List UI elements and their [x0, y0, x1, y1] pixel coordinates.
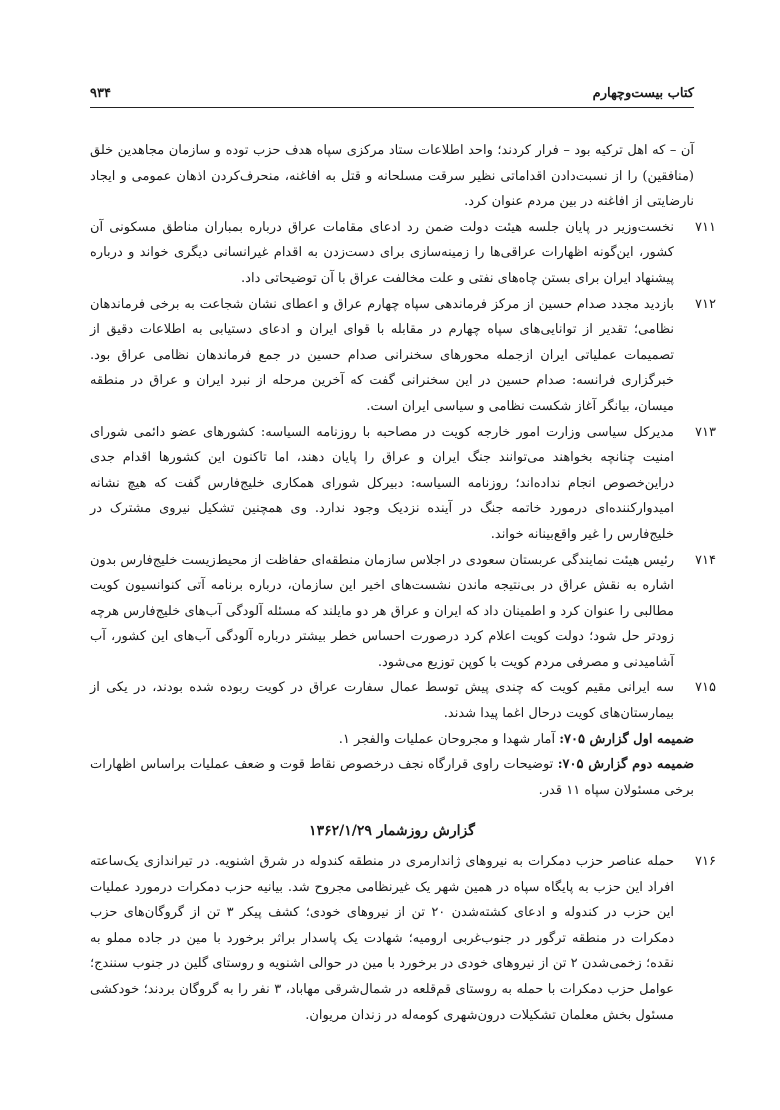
entry-number: ۷۱۶ — [695, 854, 716, 870]
entry-text: رئیس هیئت نمایندگی عربستان سعودی در اجلاس سازمان منطقه‌ای حفاظت از محیط‌زیست خلیج‌فارس بدون اشاره به نقش عراق در بی‌نتیجه ماندن نشست‌های اخیر این سازمان، درباره برنامه آتی کنوانسیون کویت مطالبی را عنوان کرد و اطمینان داد که ایران و عراق هر دو مایلند که مسئله آلودگی آب‌های خلیج‌فارس هرچه زودتر حل شود؛ دولت کویت اعلام کرد درصورت احساس خطر بیشتر درباره آلودگی آب‌های این کشور، آب آشامیدنی و مصرفی مردم کویت با کوپن توزیع می‌شود. — [89, 552, 674, 670]
entry-text: مدیرکل سیاسی وزارت امور خارجه کویت در مصاحبه با روزنامه السیاسه: کشورهای عضو دائمی شورای امنیت چنانچه بخواهند می‌توانند جنگ ایران و عراق را پایان دهند، اما تاکنون این کشورها اقدام جدی دراین‌خصوص انجام نداده‌اند؛ روزنامه السیاسه: دبیرکل شورای همکاری خلیج‌فارس گفت که هیچ نشانه امیدوارکننده‌ای درمورد خاتمه جنگ در آینده نزدیک وجود ندارد. وی همچنین تشکیل نیروی مشترک در خلیج‌فارس را غیر واقع‌بینانه خواند. — [90, 424, 674, 542]
report-entry-712 — [90, 292, 716, 420]
entry-number: ۷۱۱ — [695, 219, 716, 235]
entry-number: ۷۱۵ — [695, 680, 716, 696]
entry-text: حمله عناصر حزب دمکرات به نیروهای ژاندارمری در منطقه کندوله در شرق اشنویه. در تیراندازی یک‌ساعته افراد این حزب به پایگاه سپاه در همین شهر یک غیرنظامی مجروح شد. بیانیه حزب دمکرات درمورد عملیات این حزب در کندوله و ادعای کشته‌شدن ۲۰ تن از نیروهای خودی؛ کشف پیکر ۳ تن از گروگان‌های حزب دمکرات در منطقه ترگور در جنوب‌غربی ارومیه؛ شهادت یک پاسدار براثر برخورد با مین در جاده مملو به نقده؛ زخمی‌شدن ۲ تن از نیروهای خودی در برخورد با مین در حوالی اشنویه و روستای گلین در جنوب سنندج؛ عوامل حزب دمکرات با حمله به روستای قم‌قلعه در شمال‌شرقی مهاباد، ۳ نفر را به گروگان بردند؛ خودکشی مسئول بخش معلمان تشکیلات درون‌شهری کومه‌له در زندان مریوان. — [90, 854, 674, 1023]
report-entry-716 — [90, 849, 716, 1028]
book-title: کتاب بیست‌وچهارم — [592, 86, 694, 101]
entry-number: ۷۱۴ — [695, 552, 716, 568]
appendix-label: ضمیمه دوم گزارش ۷۰۵: — [557, 757, 695, 773]
appendix-label: ضمیمه اول گزارش ۷۰۵: — [559, 731, 694, 747]
appendix-2 — [90, 752, 694, 803]
report-entry-713 — [90, 420, 716, 548]
report-entry-715 — [90, 675, 716, 726]
appendix-text: توضیحات راوی قرارگاه نجف درخصوص نقاط قوت و ضعف عملیات براساس اظهارات برخی مسئولان سپاه ۱۱ قدر. — [90, 757, 694, 798]
entry-text: نخست‌وزیر در پایان جلسه هیئت دولت ضمن رد ادعای مقامات عراق درباره بمباران مناطق مسکونی آن کشور، این‌گونه اظهارات عراقی‌ها را زمینه‌سازی برای دست‌زدن به اقدام غیرانسانی دیگری خواند و درباره پیشنهاد ایران برای بستن چاه‌های نفتی و علت مخالفت عراق با آن توضیحاتی داد. — [90, 219, 674, 286]
entry-text: بازدید مجدد صدام حسین از مرکز فرماندهی سپاه چهارم عراق و اعطای نشان شجاعت به برخی فرماندهان نظامی؛ تقدیر از توانایی‌های سپاه چهارم در مقابله با قوای ایران و ادعای دستیابی به اطلاعات دقیق از تصمیمات عملیاتی ایران ازجمله محورهای سخنرانی صدام حسین در جمع فرماندهان نظامی عراق بود. خبرگزاری فرانسه: صدام حسین در این سخنرانی گفت که آخرین مرحله از نبرد ایران و عراق در منطقه میسان، بیانگر آغاز شکست نظامی و سیاسی ایران است. — [90, 296, 674, 414]
page-header — [90, 86, 694, 108]
entry-number: ۷۱۲ — [695, 296, 716, 312]
section-title: گزارش روزشمار ۱۳۶۲/۱/۲۹ — [309, 823, 475, 840]
report-entry-714 — [89, 548, 716, 676]
page-number: ۹۳۴ — [90, 86, 111, 101]
document-page — [89, 86, 716, 1028]
page-body — [89, 138, 716, 1028]
intro-paragraph: آن – که اهل ترکیه بود – فرار کردند؛ واحد اطلاعات ستاد مرکزی سپاه هدف حزب توده و سازمان مجاهدین خلق (منافقین) را از نسبت‌دادن اقداماتی نظیر سرقت مسلحانه و قتل به افاغنه، منحرف‌کردن اذهان عمومی و ایجاد نارضایتی از افاغنه در بین مردم عنوان کرد. — [90, 143, 694, 210]
appendix-text: آمار شهدا و مجروحان عملیات والفجر ۱. — [338, 731, 560, 747]
appendix-1 — [90, 727, 694, 753]
entry-text: سه ایرانی مقیم کویت که چندی پیش توسط عمال سفارت عراق در کویت ربوده شده بودند، در یکی از بیمارستان‌های کویت درحال اغما پیدا شدند. — [90, 680, 675, 722]
entry-number: ۷۱۳ — [695, 424, 716, 440]
report-entry-711 — [90, 215, 716, 292]
